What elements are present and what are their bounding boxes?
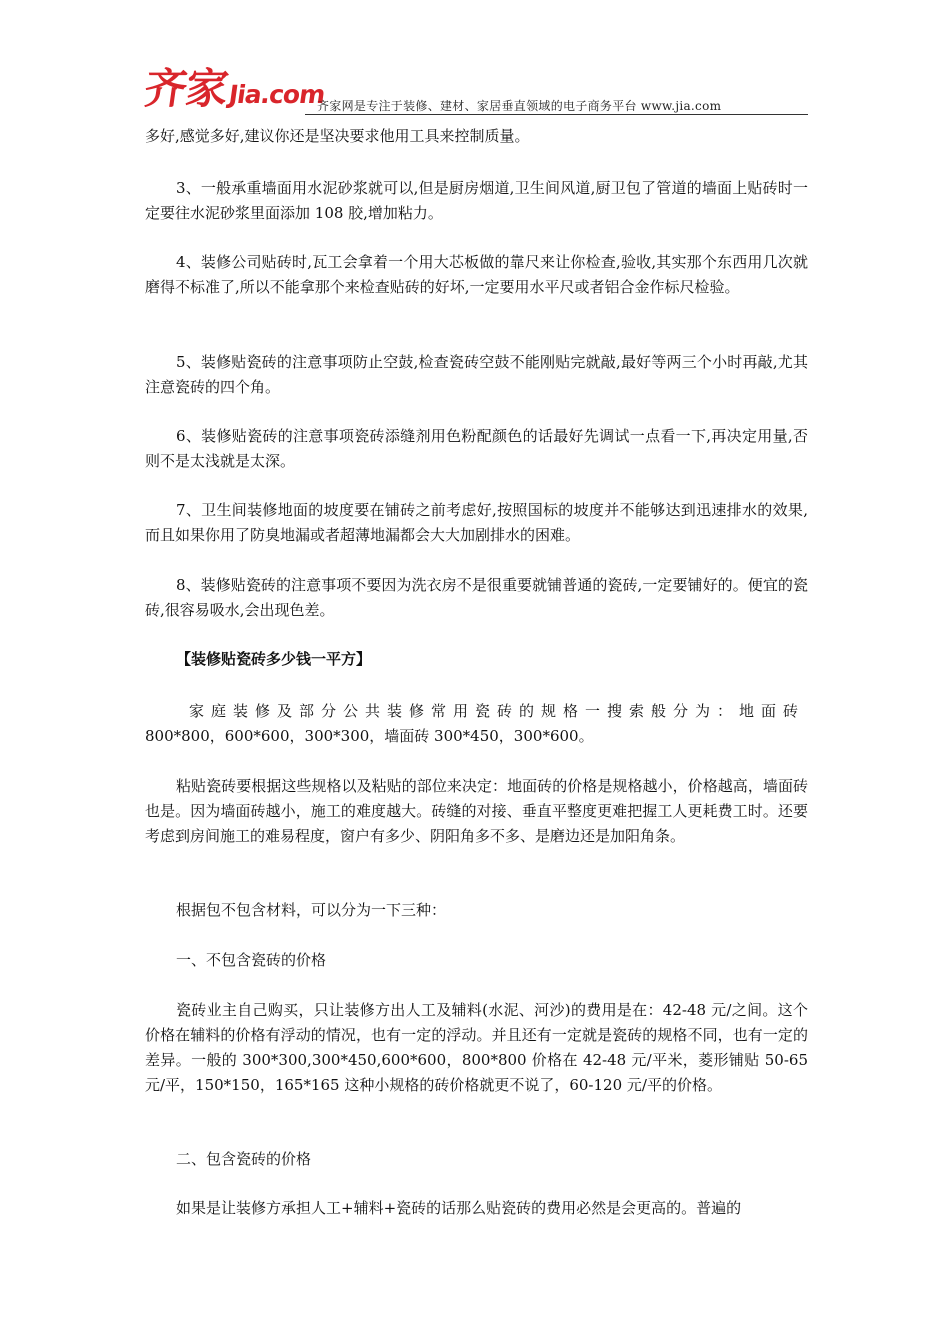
paragraph-tip-8: 8、装修贴瓷砖的注意事项不要因为洗衣房不是很重要就铺普通的瓷砖,一定要铺好的。便宜的瓷砖,很容易吸水,会出现色差。 — [145, 576, 808, 619]
paragraph-without-tiles: 瓷砖业主自己购买，只让装修方出人工及辅料(水泥、河沙)的费用是在：42-48 元/之间。这个价格在辅料的价格有浮动的情况，也有一定的浮动。并且还有一定就是瓷砖的规格不同，也有一定的差异。一般的 300*300,300*450,600*600，800*800 价格在 42-48 元/平米，菱形铺贴 50-65 元/平，150*150，165*165 这种小规格的砖价格就更不说了，60-120 元/平的价格。 — [145, 1001, 808, 1094]
paragraph-continuation: 多好,感觉多好,建议你还是坚决要求他用工具来控制质量。 — [145, 127, 530, 145]
paragraph-tip-4: 4、装修公司贴砖时,瓦工会拿着一个用大芯板做的靠尺来让你检查,验收,其实那个东西用几次就磨得不标准了,所以不能拿那个来检查贴砖的好坏,一定要用水平尺或者铝合金作标尺检验。 — [145, 253, 808, 296]
paragraph-price-factors: 粘贴瓷砖要根据这些规格以及粘贴的部位来决定：地面砖的价格是规格越小，价格越高，墙面砖也是。因为墙面砖越小，施工的难度越大。砖缝的对接、垂直平整度更难把握工人更耗费工时。还要考虑到房间施工的难易程度，窗户有多少、阴阳角多不多、是磨边还是加阳角条。 — [145, 777, 808, 845]
paragraph-tile-sizes-line2: 800*800，600*600，300*300，墙面砖 300*450，300*600。 — [145, 727, 594, 745]
logo-chinese-text: 齐家 — [141, 64, 231, 113]
section-heading-price: 【装修贴瓷砖多少钱一平方】 — [176, 650, 372, 668]
paragraph-three-types: 根据包不包含材料，可以分为一下三种： — [176, 901, 447, 919]
subheading-without-tiles: 一、不包含瓷砖的价格 — [176, 951, 327, 969]
paragraph-tip-5: 5、装修贴瓷砖的注意事项防止空鼓,检查瓷砖空鼓不能刚贴完就敲,最好等两三个小时再敲,尤其注意瓷砖的四个角。 — [145, 353, 808, 396]
paragraph-tip-3: 3、一般承重墙面用水泥砂浆就可以,但是厨房烟道,卫生间风道,厨卫包了管道的墙面上贴砖时一定要往水泥砂浆里面添加 108 胶,增加粘力。 — [145, 179, 808, 222]
header-divider — [305, 114, 808, 115]
paragraph-tip-6: 6、装修贴瓷砖的注意事项瓷砖添缝剂用色粉配颜色的话最好先调试一点看一下,再决定用量,否则不是太浅就是太深。 — [145, 427, 808, 470]
subheading-with-tiles: 二、包含瓷砖的价格 — [176, 1150, 312, 1168]
paragraph-with-tiles: 如果是让装修方承担人工+辅料+瓷砖的话那么贴瓷砖的费用必然是会更高的。普遍的 — [176, 1199, 742, 1217]
page-header — [141, 64, 808, 116]
paragraph-tip-7: 7、卫生间装修地面的坡度要在铺砖之前考虑好,按照国标的坡度并不能够达到迅速排水的效果,而且如果你用了防臭地漏或者超薄地漏都会大大加剧排水的困难。 — [145, 501, 808, 544]
jia-logo[interactable] — [141, 64, 327, 114]
paragraph-tile-sizes-line1: 家庭装修及部分公共装修常用瓷砖的规格一搜索般分为：地面砖 — [189, 702, 806, 720]
logo-english-text: Jia.com — [227, 80, 327, 109]
header-slogan: 齐家网是专注于装修、建材、家居垂直领域的电子商务平台 www.jia.com — [317, 99, 722, 113]
